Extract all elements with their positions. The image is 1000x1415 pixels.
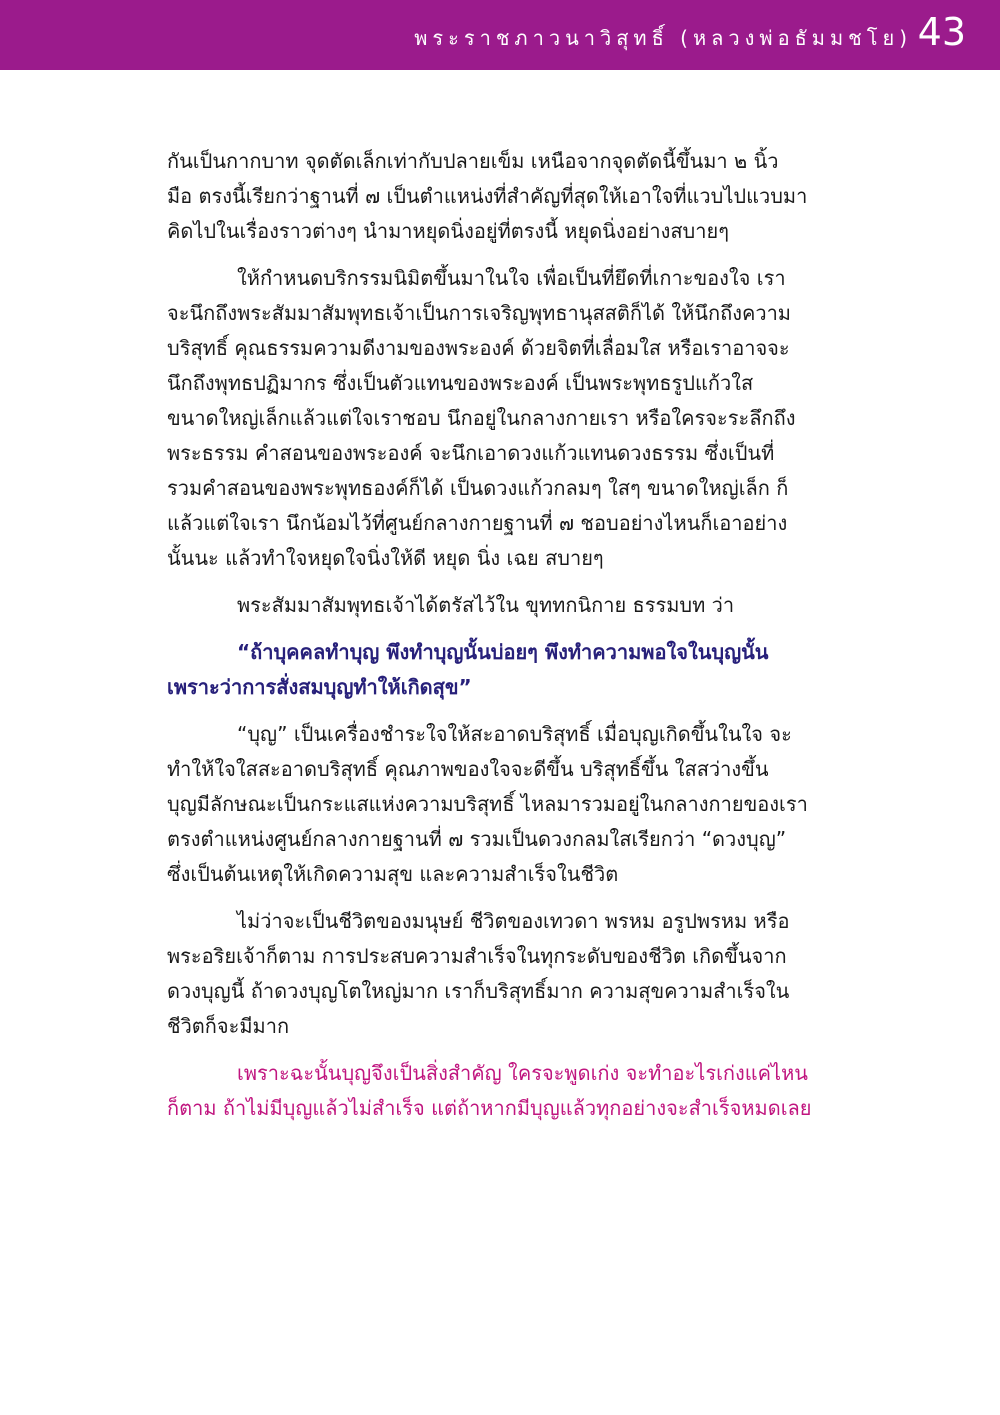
text-line: พระอริยเจ้าก็ตาม การประสบความสำเร็จในทุกระดับของชีวิต เกิดขึ้นจาก bbox=[167, 944, 787, 968]
text-line: ตรงตำแหน่งศูนย์กลางกายฐานที่ ๗ รวมเป็นดวงกลมใสเรียกว่า “ดวงบุญ” bbox=[167, 827, 787, 851]
paragraph-2 bbox=[167, 261, 835, 576]
text-line: ซึ่งเป็นต้นเหตุให้เกิดความสุข และความสำเร็จในชีวิต bbox=[167, 862, 619, 886]
text-line: ทำให้ใจใสสะอาดบริสุทธิ์ คุณภาพของใจจะดีขึ้น บริสุทธิ์ขึ้น ใสสว่างขึ้น bbox=[167, 757, 769, 781]
highlight-line: เพราะฉะนั้นบุญจึงเป็นสิ่งสำคัญ ใครจะพูดเก่ง จะทำอะไรเก่งแค่ไหน bbox=[237, 1061, 808, 1085]
text-line: จะนึกถึงพระสัมมาสัมพุทธเจ้าเป็นการเจริญพุทธานุสสติก็ได้ ให้นึกถึงความ bbox=[167, 301, 791, 325]
text-line: พระธรรม คำสอนของพระองค์ จะนึกเอาดวงแก้วแทนดวงธรรม ซึ่งเป็นที่ bbox=[167, 441, 775, 465]
text-line: บริสุทธิ์ คุณธรรมความดีงามของพระองค์ ด้วยจิตที่เลื่อมใส หรือเราอาจจะ bbox=[167, 336, 790, 360]
highlight-paragraph bbox=[167, 1056, 835, 1126]
text-line: พระสัมมาสัมพุทธเจ้าได้ตรัสไว้ใน ขุททกนิกาย ธรรมบท ว่า bbox=[237, 593, 735, 617]
highlight-line: ก็ตาม ถ้าไม่มีบุญแล้วไม่สำเร็จ แต่ถ้าหากมีบุญแล้วทุกอย่างจะสำเร็จหมดเลย bbox=[167, 1096, 812, 1120]
text-line: นั้นนะ แล้วทำใจหยุดใจนิ่งให้ดี หยุด นิ่ง เฉย สบายๆ bbox=[167, 546, 604, 570]
text-line: คิดไปในเรื่องราวต่างๆ นำมาหยุดนิ่งอยู่ที่ตรงนี้ หยุดนิ่งอย่างสบายๆ bbox=[167, 219, 729, 243]
text-line: รวมคำสอนของพระพุทธองค์ก็ได้ เป็นดวงแก้วกลมๆ ใสๆ ขนาดใหญ่เล็ก ก็ bbox=[167, 476, 789, 500]
quote-line: “ถ้าบุคคลทำบุญ พึงทำบุญนั้นบ่อยๆ พึงทำความพอใจในบุญนั้น bbox=[237, 640, 769, 664]
text-line: บุญมีลักษณะเป็นกระแสแห่งความบริสุทธิ์ ไหลมารวมอยู่ในกลางกายของเรา bbox=[167, 792, 808, 816]
running-title: พระราชภาวนาวิสุทธิ์ (หลวงพ่อธัมมชโย) bbox=[414, 26, 912, 50]
text-line: ไม่ว่าจะเป็นชีวิตของมนุษย์ ชีวิตของเทวดา พรหม อรูปพรหม หรือ bbox=[237, 909, 790, 933]
text-line: “บุญ” เป็นเครื่องชำระใจให้สะอาดบริสุทธิ์ เมื่อบุญเกิดขึ้นในใจ จะ bbox=[237, 722, 792, 746]
text-line: ให้กำหนดบริกรรมนิมิตขึ้นมาในใจ เพื่อเป็นที่ยึดที่เกาะของใจ เรา bbox=[237, 266, 786, 290]
paragraph-5 bbox=[167, 717, 835, 892]
paragraph-1 bbox=[167, 144, 835, 249]
header-band bbox=[0, 0, 1000, 70]
quote-paragraph bbox=[167, 635, 835, 705]
text-line: ชีวิตก็จะมีมาก bbox=[167, 1014, 290, 1038]
text-line: ดวงบุญนี้ ถ้าดวงบุญโตใหญ่มาก เราก็บริสุทธิ์มาก ความสุขความสำเร็จใน bbox=[167, 979, 790, 1003]
text-line: ขนาดใหญ่เล็กแล้วแต่ใจเราชอบ นึกอยู่ในกลางกายเรา หรือใครจะระลึกถึง bbox=[167, 406, 796, 430]
page-content bbox=[167, 144, 835, 1138]
paragraph-3 bbox=[167, 588, 835, 623]
paragraph-6 bbox=[167, 904, 835, 1044]
quote-line: เพราะว่าการสั่งสมบุญทำให้เกิดสุข” bbox=[167, 675, 472, 699]
text-line: นึกถึงพุทธปฏิมากร ซึ่งเป็นตัวแทนของพระองค์ เป็นพระพุทธรูปแก้วใส bbox=[167, 371, 754, 395]
text-line: กันเป็นกากบาท จุดตัดเล็กเท่ากับปลายเข็ม เหนือจากจุดตัดนี้ขึ้นมา ๒ นิ้ว bbox=[167, 149, 779, 173]
page-number: 43 bbox=[917, 10, 966, 54]
text-line: แล้วแต่ใจเรา นึกน้อมไว้ที่ศูนย์กลางกายฐานที่ ๗ ชอบอย่างไหนก็เอาอย่าง bbox=[167, 511, 788, 535]
text-line: มือ ตรงนี้เรียกว่าฐานที่ ๗ เป็นตำแหน่งที่สำคัญที่สุดให้เอาใจที่แวบไปแวบมา bbox=[167, 184, 808, 208]
